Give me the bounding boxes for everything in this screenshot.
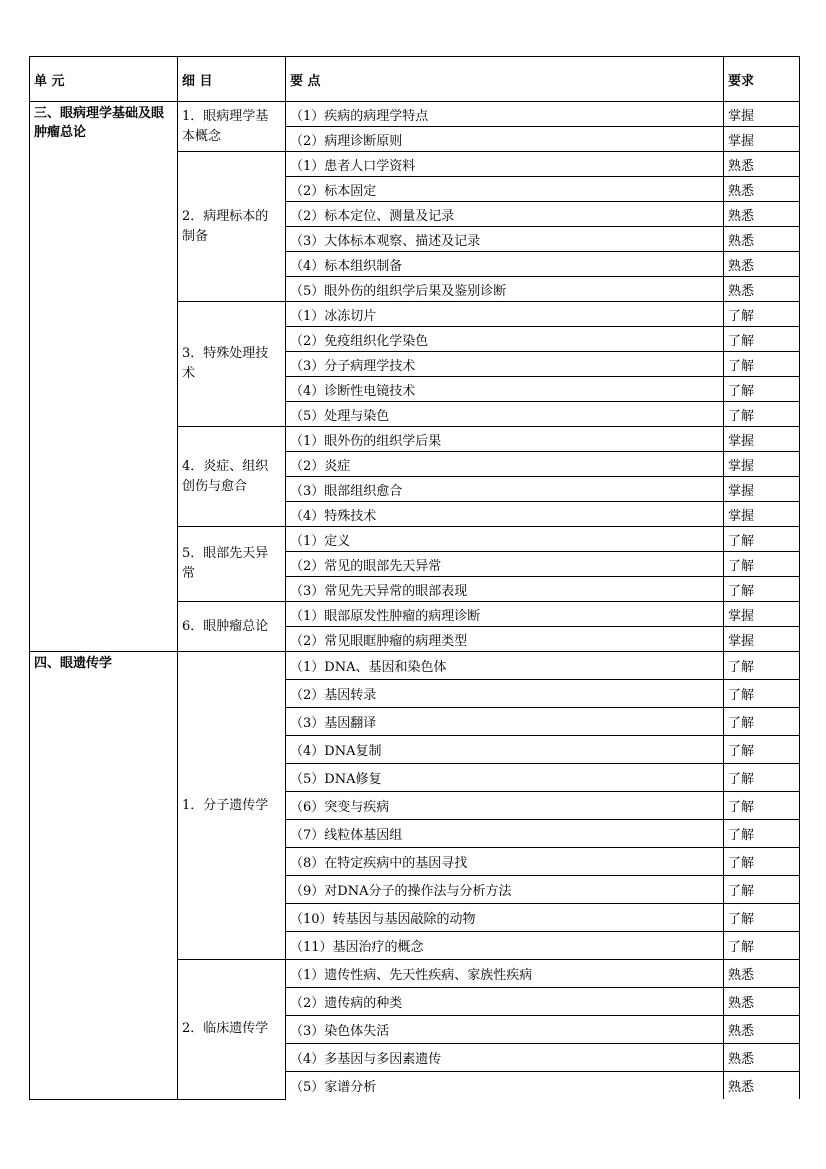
requirement: 了解 [724, 352, 800, 377]
requirement: 掌握 [724, 102, 800, 127]
sub-title: 1．眼病理学基本概念 [178, 102, 286, 152]
requirement: 掌握 [724, 127, 800, 152]
requirement: 熟悉 [724, 1044, 800, 1072]
requirement: 了解 [724, 932, 800, 960]
point-text: （5）家谱分析 [286, 1072, 724, 1100]
requirement: 了解 [724, 876, 800, 904]
point-text: （3）染色体失活 [286, 1016, 724, 1044]
point-text: （2）标本固定 [286, 177, 724, 202]
unit-title: 三、眼病理学基础及眼肿瘤总论 [30, 102, 178, 652]
point-text: （4）标本组织制备 [286, 252, 724, 277]
point-text: （1）遗传性病、先天性疾病、家族性疾病 [286, 960, 724, 988]
sub-title: 2．临床遗传学 [178, 960, 286, 1100]
point-text: （2）常见眼眶肿瘤的病理类型 [286, 627, 724, 652]
point-text: （1）眼部原发性肿瘤的病理诊断 [286, 602, 724, 627]
point-text: （3）基因翻译 [286, 708, 724, 736]
point-text: （9）对DNA分子的操作法与分析方法 [286, 876, 724, 904]
point-text: （3）大体标本观察、描述及记录 [286, 227, 724, 252]
sub-title: 6．眼肿瘤总论 [178, 602, 286, 652]
requirement: 熟悉 [724, 177, 800, 202]
sub-title: 3．特殊处理技术 [178, 302, 286, 427]
requirement: 了解 [724, 820, 800, 848]
requirement: 了解 [724, 848, 800, 876]
sub-title: 4．炎症、组织创伤与愈合 [178, 427, 286, 527]
point-text: （11）基因治疗的概念 [286, 932, 724, 960]
requirement: 了解 [724, 377, 800, 402]
point-text: （5）眼外伤的组织学后果及鉴别诊断 [286, 277, 724, 302]
requirement: 熟悉 [724, 988, 800, 1016]
requirement: 掌握 [724, 427, 800, 452]
requirement: 熟悉 [724, 227, 800, 252]
requirement: 了解 [724, 736, 800, 764]
point-text: （4）特殊技术 [286, 502, 724, 527]
requirement: 了解 [724, 527, 800, 552]
requirement: 熟悉 [724, 252, 800, 277]
point-text: （2）遗传病的种类 [286, 988, 724, 1016]
syllabus-sheet [29, 56, 799, 1100]
point-text: （3）常见先天异常的眼部表现 [286, 577, 724, 602]
requirement: 了解 [724, 327, 800, 352]
point-text: （2）标本定位、测量及记录 [286, 202, 724, 227]
header-unit: 单 元 [30, 57, 178, 102]
requirement: 了解 [724, 792, 800, 820]
header-sub: 细 目 [178, 57, 286, 102]
requirement: 了解 [724, 680, 800, 708]
point-text: （2）炎症 [286, 452, 724, 477]
requirement: 熟悉 [724, 960, 800, 988]
point-text: （4）诊断性电镜技术 [286, 377, 724, 402]
requirement: 熟悉 [724, 202, 800, 227]
requirement: 了解 [724, 552, 800, 577]
point-text: （2）病理诊断原则 [286, 127, 724, 152]
syllabus-table [29, 56, 800, 1100]
requirement: 掌握 [724, 602, 800, 627]
requirement: 了解 [724, 652, 800, 680]
point-text: （1）DNA、基因和染色体 [286, 652, 724, 680]
requirement: 了解 [724, 708, 800, 736]
sub-title: 2．病理标本的制备 [178, 152, 286, 302]
unit-title: 四、眼遗传学 [30, 652, 178, 1100]
requirement: 了解 [724, 904, 800, 932]
point-text: （3）眼部组织愈合 [286, 477, 724, 502]
point-text: （4）DNA复制 [286, 736, 724, 764]
requirement: 熟悉 [724, 1072, 800, 1100]
point-text: （8）在特定疾病中的基因寻找 [286, 848, 724, 876]
requirement: 了解 [724, 302, 800, 327]
requirement: 掌握 [724, 627, 800, 652]
point-text: （6）突变与疾病 [286, 792, 724, 820]
requirement: 了解 [724, 764, 800, 792]
header-point: 要 点 [286, 57, 724, 102]
requirement: 熟悉 [724, 1016, 800, 1044]
sub-title: 1．分子遗传学 [178, 652, 286, 960]
header-row [30, 57, 800, 102]
point-text: （1）眼外伤的组织学后果 [286, 427, 724, 452]
point-text: （2）常见的眼部先天异常 [286, 552, 724, 577]
requirement: 了解 [724, 577, 800, 602]
point-text: （3）分子病理学技术 [286, 352, 724, 377]
sub-title: 5．眼部先天异常 [178, 527, 286, 602]
requirement: 掌握 [724, 502, 800, 527]
requirement: 了解 [724, 402, 800, 427]
point-text: （2）基因转录 [286, 680, 724, 708]
point-text: （4）多基因与多因素遗传 [286, 1044, 724, 1072]
point-text: （10）转基因与基因敲除的动物 [286, 904, 724, 932]
requirement: 熟悉 [724, 277, 800, 302]
point-text: （7）线粒体基因组 [286, 820, 724, 848]
requirement: 掌握 [724, 452, 800, 477]
table-row [30, 102, 800, 127]
point-text: （5）DNA修复 [286, 764, 724, 792]
point-text: （1）冰冻切片 [286, 302, 724, 327]
point-text: （1）定义 [286, 527, 724, 552]
requirement: 熟悉 [724, 152, 800, 177]
point-text: （1）疾病的病理学特点 [286, 102, 724, 127]
point-text: （2）免疫组织化学染色 [286, 327, 724, 352]
table-row [30, 652, 800, 680]
requirement: 掌握 [724, 477, 800, 502]
point-text: （5）处理与染色 [286, 402, 724, 427]
point-text: （1）患者人口学资料 [286, 152, 724, 177]
header-req: 要求 [724, 57, 800, 102]
